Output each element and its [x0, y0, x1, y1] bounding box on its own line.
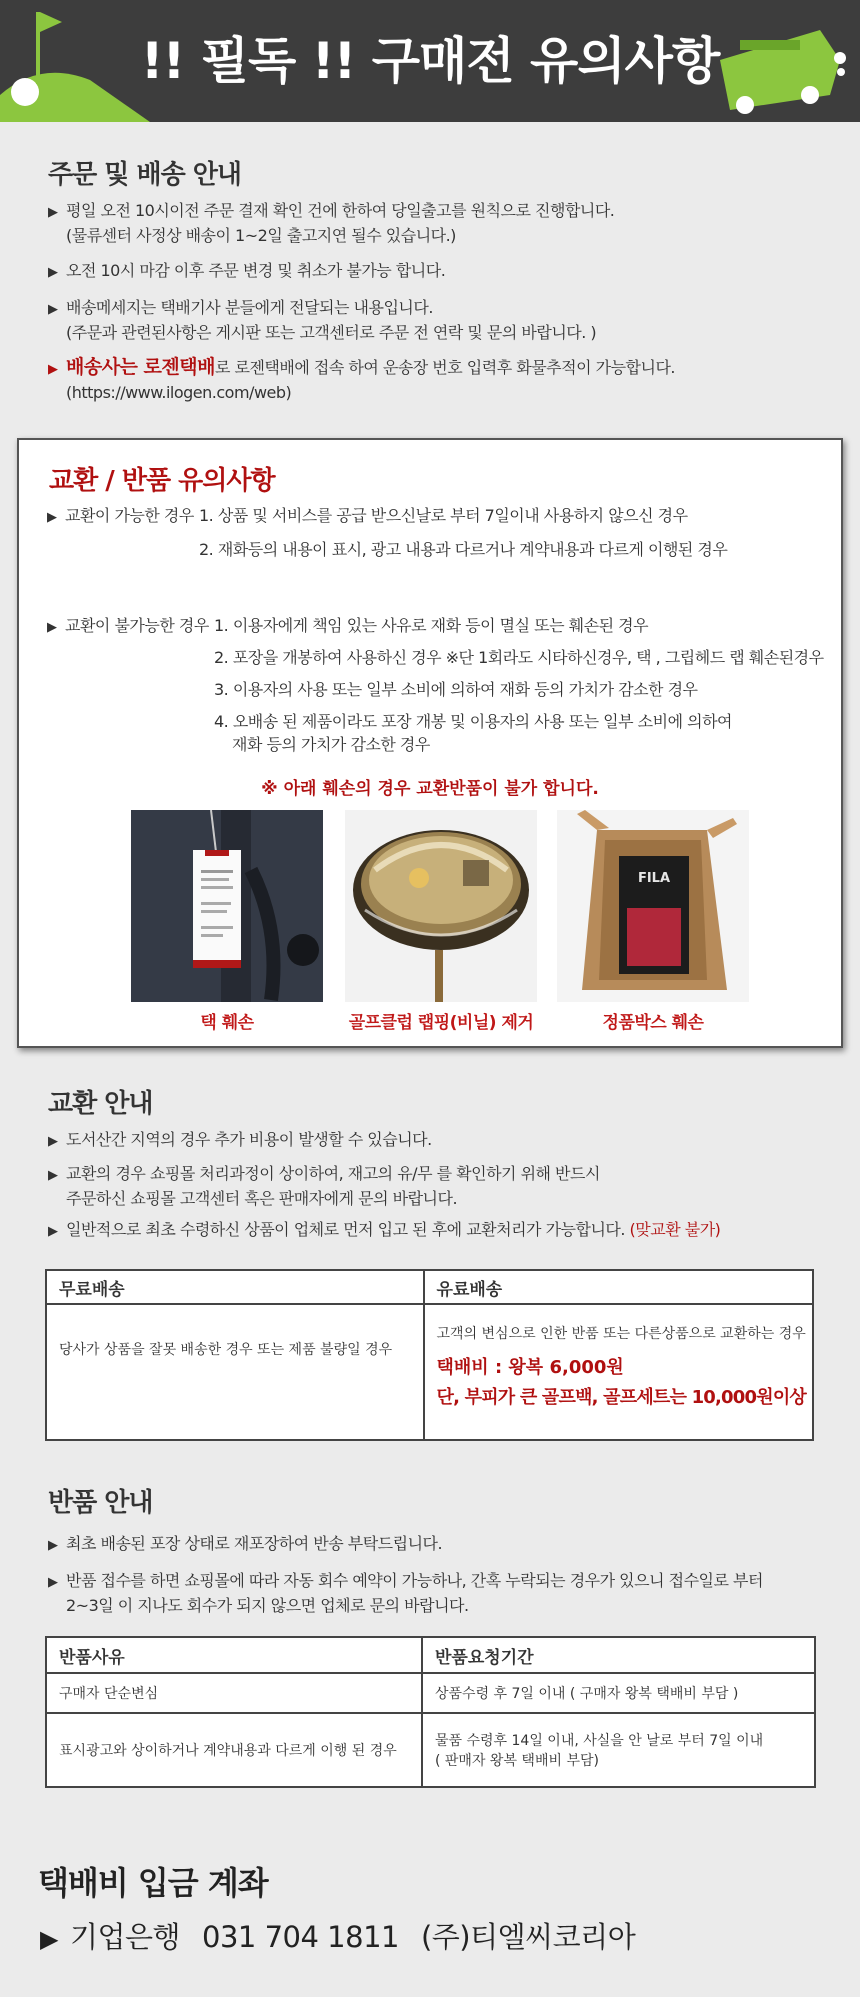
impossible-item: 3. 이용자의 사용 또는 일부 소비에 의하여 재화 등의 가치가 감소한 경우 [214, 680, 698, 699]
fee-paid-cell: 고객의 변심으로 인한 반품 또는 다른상품으로 교환하는 경우 택배비 : 왕복 6,000원 단, 부피가 큰 골프백, 골프세트는 10,000원이상 [424, 1304, 813, 1440]
box-damage-photo [557, 810, 749, 1002]
header-banner [0, 0, 860, 122]
return-reason: 구매자 단순변심 [46, 1673, 422, 1713]
fee-free-text: 당사가 상품을 잘못 배송한 경우 또는 제품 불량일 경우 [46, 1304, 424, 1440]
carrier-bullet: ▶ 배송사는 로젠택배로 로젠택배에 접속 하여 운송장 번호 입력후 화물추적이 가능합니다. (https://www.ilogen.com/web) [48, 356, 675, 402]
table-row [46, 1713, 815, 1787]
tag-damage-photo [131, 810, 323, 1002]
account-arrow: ▶ [40, 1925, 58, 1953]
banner-title: !! 필독 !! 구매전 유의사항 [140, 32, 720, 90]
account-number[interactable]: 031 704 1811 [202, 1920, 399, 1954]
fee-header-free: 무료배송 [46, 1270, 424, 1304]
caption-box: 정품박스 훼손 [602, 1013, 704, 1033]
table-row [46, 1673, 815, 1713]
possible-item: 2. 재화등의 내용이 표시, 광고 내용과 다르거나 계약내용과 다르게 이행된 경우 [199, 540, 728, 559]
account-holder: (주)티엘씨코리아 [420, 1920, 636, 1954]
return-period: 상품수령 후 7일 이내 ( 구매자 왕복 택배비 부담 ) [422, 1673, 815, 1713]
possible-label: ▶ 교환이 가능한 경우 [47, 506, 194, 525]
exchange-bullet: ▶ 일반적으로 최초 수령하신 상품이 업체로 먼저 입고 된 후에 교환처리가 가능합니다. (맞교환 불가) [48, 1220, 721, 1239]
shipping-fee-table [45, 1269, 814, 1441]
fee-header-paid: 유료배송 [424, 1270, 813, 1304]
impossible-item: 4. 오배송 된 제품이라도 포장 개봉 및 이용자의 사용 또는 일부 소비에 의하여 [214, 712, 732, 731]
return-bullet: ▶ 최초 배송된 포장 상태로 재포장하여 반송 부탁드립니다. [48, 1534, 443, 1553]
impossible-item-cont: 재화 등의 가치가 감소한 경우 [232, 735, 430, 754]
exchange-bullet: ▶ 교환의 경우 쇼핑몰 처리과정이 상이하여, 재고의 유/무 를 확인하기 위해 반드시 주문하신 쇼핑몰 고객센터 혹은 판매자에게 문의 바랍니다. [48, 1164, 600, 1208]
carrier-url[interactable]: (https://www.ilogen.com/web) [66, 383, 292, 402]
paid-fee: 택배비 : 왕복 6,000원 [436, 1357, 624, 1378]
carrier-name: 배송사는 로젠택배 [66, 356, 215, 378]
return-header-reason: 반품사유 [46, 1637, 422, 1673]
return-info-title: 반품 안내 [48, 1488, 153, 1518]
shipping-bullet: ▶ 평일 오전 10시이전 주문 결재 확인 건에 한하여 당일출고를 원칙으로 진행합니다. (물류센터 사정상 배송이 1~2일 출고지연 될수 있습니다.) [48, 201, 615, 245]
paid-fee-note: 단, 부피가 큰 골프백, 골프세트는 10,000원이상 [436, 1387, 806, 1408]
shipping-bullet: ▶ 오전 10시 마감 이후 주문 변경 및 취소가 불가능 합니다. [48, 261, 446, 280]
impossible-item: 2. 포장을 개봉하여 사용하신 경우 ※단 1회라도 시타하신경우, 택 , 그립헤드 랩 훼손된경우 [214, 648, 824, 667]
impossible-label: ▶ 교환이 불가능한 경우 [47, 616, 209, 635]
possible-item: 1. 상품 및 서비스를 공급 받으신날로 부터 7일이내 사용하지 않으신 경우 [199, 506, 688, 525]
warning-note: ※ 아래 훼손의 경우 교환반품이 불가 합니다. [261, 779, 599, 799]
club-wrapping-photo [345, 810, 537, 1002]
shipping-bullet: ▶ 배송메세지는 택배기사 분들에게 전달되는 내용입니다. (주문과 관련된사항은 게시판 또는 고객센터로 주문 전 연락 및 문의 바랍니다. ) [48, 298, 597, 342]
exchange-info-title: 교환 안내 [48, 1089, 153, 1119]
impossible-item: 1. 이용자에게 책임 있는 사유로 재화 등이 멸실 또는 훼손된 경우 [214, 616, 649, 635]
return-reason: 표시광고와 상이하거나 계약내용과 다르게 이행 된 경우 [46, 1713, 422, 1787]
return-header-period: 반품요청기간 [422, 1637, 815, 1673]
return-period-table [45, 1636, 816, 1788]
bank-name: 기업은행 [69, 1920, 181, 1954]
caption-wrapping: 골프클럽 랩핑(비닐) 제거 [348, 1013, 534, 1033]
account-line [40, 1915, 657, 1956]
no-swap-note: (맞교환 불가) [629, 1220, 721, 1239]
exchange-return-notice-box [17, 438, 843, 1048]
account-title: 택배비 입금 계좌 [38, 1864, 268, 1902]
caption-tag: 택 훼손 [200, 1013, 254, 1033]
return-bullet: ▶ 반품 접수를 하면 쇼핑몰에 따라 자동 회수 예약이 가능하나, 간혹 누락되는 경우가 있으니 접수일로 부터 2~3일 이 지나도 회수가 되지 않으면 업체로 문의 바랍니다. [48, 1571, 763, 1615]
box-brand-logo: FILA [637, 871, 671, 886]
box-title: 교환 / 반품 유의사항 [49, 466, 275, 496]
return-period: 물품 수령후 14일 이내, 사실을 안 날로 부터 7일 이내 ( 판매자 왕복 택배비 부담) [422, 1713, 815, 1787]
exchange-bullet: ▶ 도서산간 지역의 경우 추가 비용이 발생할 수 있습니다. [48, 1130, 432, 1149]
shipping-title: 주문 및 배송 안내 [48, 160, 241, 190]
